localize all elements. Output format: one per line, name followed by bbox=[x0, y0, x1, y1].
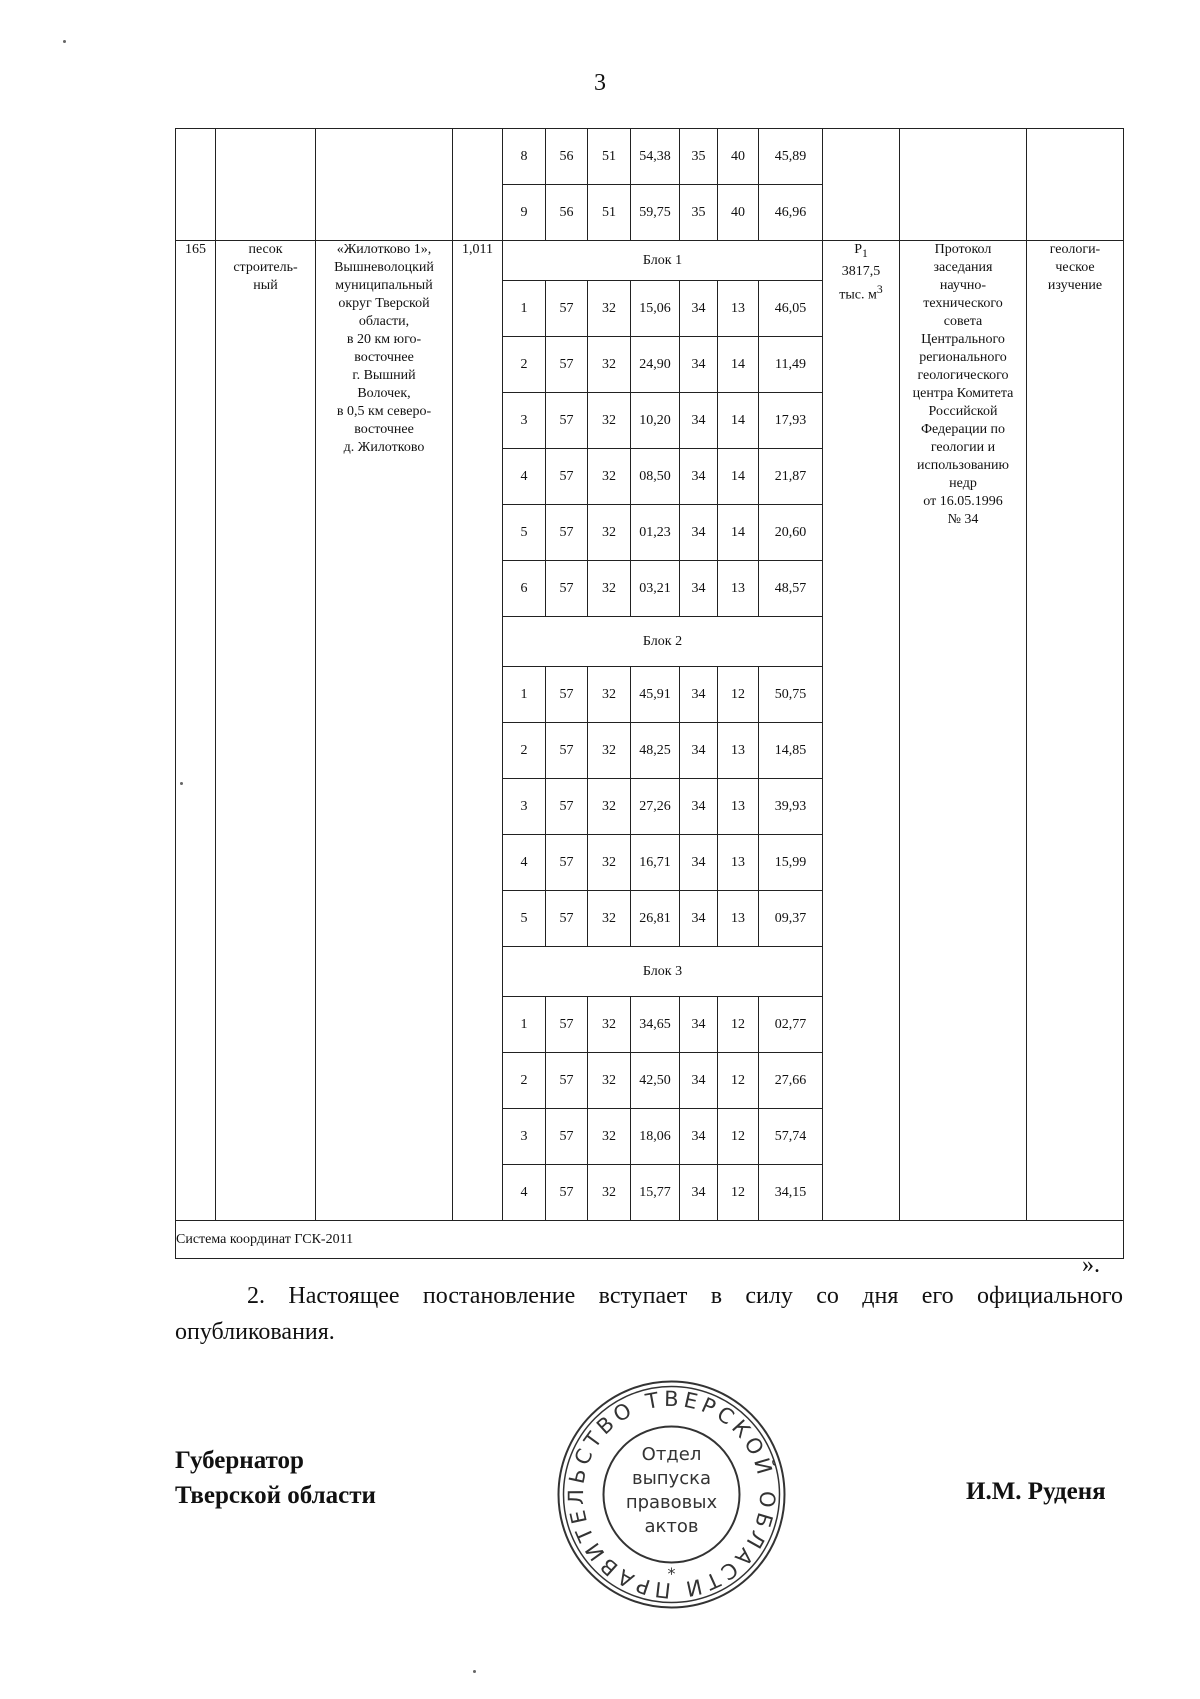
coord-point-number: 2 bbox=[503, 1053, 546, 1109]
coord-lon-deg: 34 bbox=[680, 891, 718, 947]
coord-lon-deg: 34 bbox=[680, 337, 718, 393]
official-seal-stamp bbox=[555, 1378, 788, 1611]
coord-lat-deg: 57 bbox=[546, 337, 588, 393]
coord-point-number: 1 bbox=[503, 667, 546, 723]
svg-text:правовых: правовых bbox=[625, 1492, 718, 1513]
coord-lat-min: 32 bbox=[588, 393, 631, 449]
coord-lon-min: 13 bbox=[718, 891, 759, 947]
svg-text:выпуска: выпуска bbox=[631, 1468, 712, 1489]
coord-lon-sec: 17,93 bbox=[759, 393, 823, 449]
coord-lon-sec: 45,89 bbox=[759, 129, 823, 185]
coord-point-number: 5 bbox=[503, 891, 546, 947]
coord-lon-deg: 34 bbox=[680, 1053, 718, 1109]
coord-point-number: 8 bbox=[503, 129, 546, 185]
coord-lat-deg: 57 bbox=[546, 667, 588, 723]
signer-position: Губернатор Тверской области bbox=[175, 1447, 376, 1509]
coord-lon-sec: 14,85 bbox=[759, 723, 823, 779]
block-label: Блок 2 bbox=[503, 617, 823, 667]
coord-point-number: 3 bbox=[503, 779, 546, 835]
coord-lon-min: 14 bbox=[718, 337, 759, 393]
coord-lat-deg: 57 bbox=[546, 723, 588, 779]
svg-text:Отдел: Отдел bbox=[641, 1444, 702, 1465]
coord-lat-min: 32 bbox=[588, 1109, 631, 1165]
coord-lat-deg: 57 bbox=[546, 1165, 588, 1221]
coord-point-number: 2 bbox=[503, 337, 546, 393]
coord-lat-sec: 10,20 bbox=[631, 393, 680, 449]
page-number: 3 bbox=[594, 70, 606, 96]
coord-point-number: 4 bbox=[503, 835, 546, 891]
coord-lon-sec: 27,66 bbox=[759, 1053, 823, 1109]
coord-lat-min: 51 bbox=[588, 185, 631, 241]
continued-empty-cell bbox=[900, 129, 1027, 241]
coord-lon-min: 13 bbox=[718, 835, 759, 891]
coord-point-number: 5 bbox=[503, 505, 546, 561]
coord-lon-sec: 11,49 bbox=[759, 337, 823, 393]
coord-lat-deg: 57 bbox=[546, 281, 588, 337]
coord-lat-sec: 08,50 bbox=[631, 449, 680, 505]
continued-empty-cell bbox=[1027, 129, 1124, 241]
coord-lat-min: 32 bbox=[588, 281, 631, 337]
resources-unit: тыс. м bbox=[839, 287, 877, 303]
coord-lon-deg: 34 bbox=[680, 449, 718, 505]
use-purpose: геологи- ческое изучение bbox=[1027, 241, 1124, 1221]
coord-lat-min: 32 bbox=[588, 1165, 631, 1221]
coord-lat-sec: 34,65 bbox=[631, 997, 680, 1053]
entry-number: 165 bbox=[176, 241, 216, 1221]
resources-estimate bbox=[823, 241, 900, 1221]
coord-lat-deg: 57 bbox=[546, 505, 588, 561]
resources-unit-power: 3 bbox=[876, 282, 883, 296]
coord-lon-sec: 02,77 bbox=[759, 997, 823, 1053]
coord-lon-sec: 34,15 bbox=[759, 1165, 823, 1221]
coord-point-number: 1 bbox=[503, 997, 546, 1053]
coord-lon-min: 40 bbox=[718, 129, 759, 185]
coord-lat-deg: 57 bbox=[546, 561, 588, 617]
block-label: Блок 3 bbox=[503, 947, 823, 997]
coord-lon-deg: 35 bbox=[680, 185, 718, 241]
coord-lat-min: 32 bbox=[588, 891, 631, 947]
coord-lon-sec: 15,99 bbox=[759, 835, 823, 891]
coord-lon-sec: 57,74 bbox=[759, 1109, 823, 1165]
coord-lon-deg: 34 bbox=[680, 281, 718, 337]
coord-lat-sec: 42,50 bbox=[631, 1053, 680, 1109]
coord-point-number: 4 bbox=[503, 449, 546, 505]
coord-lat-sec: 03,21 bbox=[631, 561, 680, 617]
coord-lat-sec: 48,25 bbox=[631, 723, 680, 779]
coord-lat-min: 32 bbox=[588, 835, 631, 891]
coord-lat-sec: 45,91 bbox=[631, 667, 680, 723]
coord-lon-min: 12 bbox=[718, 1053, 759, 1109]
deposits-table bbox=[175, 128, 1124, 1259]
coord-lon-min: 14 bbox=[718, 393, 759, 449]
coord-lat-min: 32 bbox=[588, 1053, 631, 1109]
coord-point-number: 6 bbox=[503, 561, 546, 617]
resources-category: P bbox=[854, 242, 862, 257]
coord-lon-min: 12 bbox=[718, 997, 759, 1053]
coord-lon-deg: 34 bbox=[680, 561, 718, 617]
coord-lat-deg: 57 bbox=[546, 891, 588, 947]
coord-lon-deg: 34 bbox=[680, 779, 718, 835]
coord-lat-sec: 16,71 bbox=[631, 835, 680, 891]
resources-category-index: 1 bbox=[861, 246, 868, 260]
coordinate-system-note: Система координат ГСК-2011 bbox=[176, 1221, 1124, 1259]
coord-lat-sec: 59,75 bbox=[631, 185, 680, 241]
coord-lon-sec: 48,57 bbox=[759, 561, 823, 617]
continued-empty-cell bbox=[823, 129, 900, 241]
coord-lon-min: 12 bbox=[718, 1165, 759, 1221]
coord-lat-deg: 57 bbox=[546, 779, 588, 835]
continued-empty-cell bbox=[216, 129, 316, 241]
coord-lon-deg: 34 bbox=[680, 723, 718, 779]
continued-empty-cell bbox=[176, 129, 216, 241]
continued-empty-cell bbox=[316, 129, 453, 241]
coord-point-number: 3 bbox=[503, 1109, 546, 1165]
coord-lat-deg: 56 bbox=[546, 129, 588, 185]
coord-lat-min: 32 bbox=[588, 667, 631, 723]
coord-lat-deg: 57 bbox=[546, 997, 588, 1053]
coord-lon-deg: 34 bbox=[680, 1109, 718, 1165]
coord-lon-sec: 46,05 bbox=[759, 281, 823, 337]
effective-date-paragraph: 2. Настоящее постановление вступает в силу со дня его официального опубликования. bbox=[175, 1283, 1123, 1345]
coord-lon-min: 13 bbox=[718, 561, 759, 617]
basis-document: Протокол заседания научно- технического совета Центрального регионального геологического центра Комитета Российской Федерации по геологии и использованию недр от 16.05.1996 № 34 bbox=[900, 241, 1027, 1221]
coord-lat-sec: 15,06 bbox=[631, 281, 680, 337]
coord-lat-min: 32 bbox=[588, 779, 631, 835]
coord-lat-deg: 57 bbox=[546, 393, 588, 449]
table-row bbox=[176, 129, 1124, 185]
coord-lat-sec: 01,23 bbox=[631, 505, 680, 561]
coord-point-number: 2 bbox=[503, 723, 546, 779]
coord-lon-min: 12 bbox=[718, 667, 759, 723]
coord-point-number: 4 bbox=[503, 1165, 546, 1221]
coord-lon-sec: 09,37 bbox=[759, 891, 823, 947]
resources-value: 3817,5 bbox=[841, 263, 881, 279]
coord-lon-deg: 34 bbox=[680, 505, 718, 561]
coord-point-number: 9 bbox=[503, 185, 546, 241]
coord-lon-min: 13 bbox=[718, 779, 759, 835]
coord-point-number: 3 bbox=[503, 393, 546, 449]
coord-lon-deg: 34 bbox=[680, 1165, 718, 1221]
coord-lon-sec: 20,60 bbox=[759, 505, 823, 561]
continued-empty-cell bbox=[453, 129, 503, 241]
block-header-row bbox=[176, 241, 1124, 281]
coord-lat-min: 32 bbox=[588, 337, 631, 393]
coord-lon-min: 13 bbox=[718, 723, 759, 779]
coord-lat-deg: 57 bbox=[546, 1109, 588, 1165]
coord-lon-sec: 39,93 bbox=[759, 779, 823, 835]
coord-lat-sec: 27,26 bbox=[631, 779, 680, 835]
coord-lat-min: 32 bbox=[588, 723, 631, 779]
coord-lat-min: 32 bbox=[588, 997, 631, 1053]
coord-lat-sec: 54,38 bbox=[631, 129, 680, 185]
coord-lat-sec: 24,90 bbox=[631, 337, 680, 393]
scan-speck bbox=[473, 1670, 476, 1673]
svg-text:*: * bbox=[667, 1564, 676, 1583]
table-footer-row bbox=[176, 1221, 1124, 1259]
mineral-type: песок строитель- ный bbox=[216, 241, 316, 1221]
coord-lat-min: 32 bbox=[588, 505, 631, 561]
coord-lon-sec: 46,96 bbox=[759, 185, 823, 241]
scan-speck bbox=[63, 40, 66, 43]
coord-lat-min: 32 bbox=[588, 561, 631, 617]
coord-lon-deg: 35 bbox=[680, 129, 718, 185]
coord-lon-deg: 34 bbox=[680, 667, 718, 723]
coord-lat-min: 51 bbox=[588, 129, 631, 185]
coord-lon-deg: 34 bbox=[680, 997, 718, 1053]
coord-lon-min: 14 bbox=[718, 449, 759, 505]
coord-lat-deg: 57 bbox=[546, 1053, 588, 1109]
scan-speck bbox=[180, 782, 183, 785]
coord-lon-min: 14 bbox=[718, 505, 759, 561]
coord-lon-sec: 21,87 bbox=[759, 449, 823, 505]
svg-text:ПРАВИТЕЛЬСТВО ТВЕРСКОЙ ОБЛАСТИ: ПРАВИТЕЛЬСТВО ТВЕРСКОЙ ОБЛАСТИ bbox=[564, 1386, 780, 1603]
coord-lat-sec: 26,81 bbox=[631, 891, 680, 947]
coord-lon-min: 12 bbox=[718, 1109, 759, 1165]
coord-lon-min: 40 bbox=[718, 185, 759, 241]
coord-lat-sec: 15,77 bbox=[631, 1165, 680, 1221]
coord-lon-deg: 34 bbox=[680, 835, 718, 891]
closing-quote: ». bbox=[1082, 1252, 1100, 1278]
coord-lat-deg: 57 bbox=[546, 449, 588, 505]
coord-lon-sec: 50,75 bbox=[759, 667, 823, 723]
coord-lon-deg: 34 bbox=[680, 393, 718, 449]
svg-text:актов: актов bbox=[644, 1516, 699, 1537]
coord-lat-deg: 57 bbox=[546, 835, 588, 891]
coord-lat-sec: 18,06 bbox=[631, 1109, 680, 1165]
coord-point-number: 1 bbox=[503, 281, 546, 337]
signer-name: И.М. Руденя bbox=[966, 1478, 1106, 1505]
coord-lon-min: 13 bbox=[718, 281, 759, 337]
area-size: 1,011 bbox=[453, 241, 503, 1221]
coord-lat-min: 32 bbox=[588, 449, 631, 505]
coord-lat-deg: 56 bbox=[546, 185, 588, 241]
site-location: «Жилотково 1», Вышневолоцкий муниципальный округ Тверской области, в 20 км юго- восточнее г. Вышний Волочек, в 0,5 км северо- восточнее д. Жилотково bbox=[316, 241, 453, 1221]
block-label: Блок 1 bbox=[503, 241, 823, 281]
